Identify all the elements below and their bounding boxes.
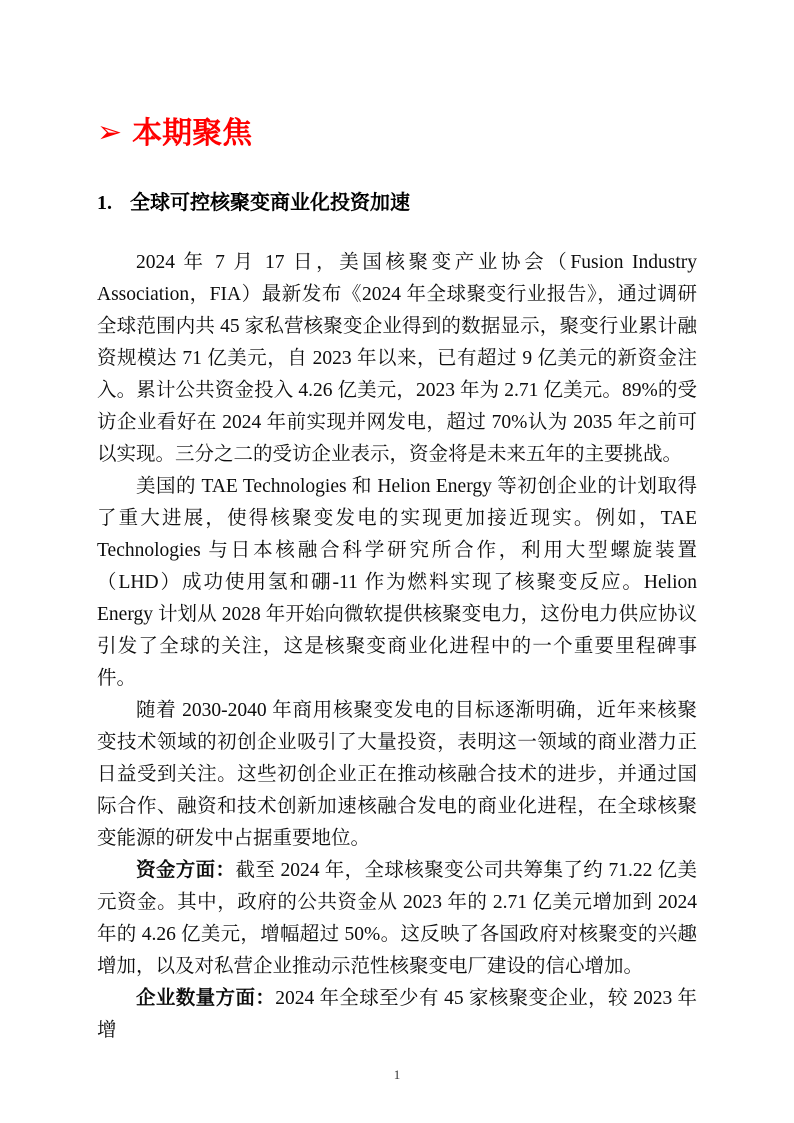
section-number: 1. xyxy=(97,192,112,214)
paragraph-3-text: 随着 2030-2040 年商用核聚变发电的目标逐渐明确，近年来核聚变技术领域的初创企业吸引了大量投资，表明这一领域的商业潜力正日益受到关注。这些初创企业正在推动核融合技术的进步，并通过国际合作、融资和技术创新加速核融合发电的商业化进程，在全球核聚变能源的研发中占据重要地位。 xyxy=(97,700,697,849)
focus-header-title: 本期聚焦 xyxy=(132,117,253,150)
paragraph-2-text: 美国的 TAE Technologies 和 Helion Energy 等初创企业的计划取得了重大进展，使得核聚变发电的实现更加接近现实。例如，TAE Technologies 与日本核融合科学研究所合作，利用大型螺旋装置（LHD）成功使用氢和硼-11 作为燃料实现了核聚变反应。Helion Energy 计划从 2028 年开始向微软提供核聚变电力，这份电力供应协议引发了全球的关注，这是核聚变商业化进程中的一个重要里程碑事件。 xyxy=(97,476,697,689)
article-body xyxy=(97,247,697,1047)
paragraph-4 xyxy=(97,855,697,983)
paragraph-5 xyxy=(97,983,697,1047)
paragraph-3 xyxy=(97,695,697,855)
paragraph-5-lead: 企业数量方面： xyxy=(136,988,276,1009)
section-heading xyxy=(97,188,697,218)
arrow-bullet-icon: ➢ xyxy=(97,116,123,149)
focus-header xyxy=(97,112,697,156)
paragraph-1-text: 2024 年 7 月 17 日，美国核聚变产业协会（Fusion Industry Association，FIA）最新发布《2024 年全球聚变行业报告》，通过调研全球范围内共 45 家私营核聚变企业得到的数据显示，聚变行业累计融资规模达 71 亿美元，自 2023 年以来，已有超过 9 亿美元的新资金注入。累计公共资金投入 4.26 亿美元，2023 年为 2.71 亿美元。89%的受访企业看好在 2024 年前实现并网发电，超过 70%认为 2035 年之前可以实现。三分之二的受访企业表示，资金将是未来五年的主要挑战。 xyxy=(97,252,697,465)
paragraph-4-text: 截至 2024 年，全球核聚变公司共筹集了约 71.22 亿美元资金。其中，政府的公共资金从 2023 年的 2.71 亿美元增加到 2024 年的 4.26 亿美元，增幅超过 50%。这反映了各国政府对核聚变的兴趣增加，以及对私营企业推动示范性核聚变电厂建设的信心增加。 xyxy=(97,860,697,977)
paragraph-4-lead: 资金方面： xyxy=(136,860,236,881)
document-content xyxy=(97,112,697,1047)
section-title: 全球可控核聚变商业化投资加速 xyxy=(130,192,410,214)
paragraph-2 xyxy=(97,471,697,695)
page-number: 1 xyxy=(393,1067,401,1082)
paragraph-1 xyxy=(97,247,697,471)
paragraph-5-text: 2024 年全球至少有 45 家核聚变企业，较 2023 年增 xyxy=(97,988,697,1041)
